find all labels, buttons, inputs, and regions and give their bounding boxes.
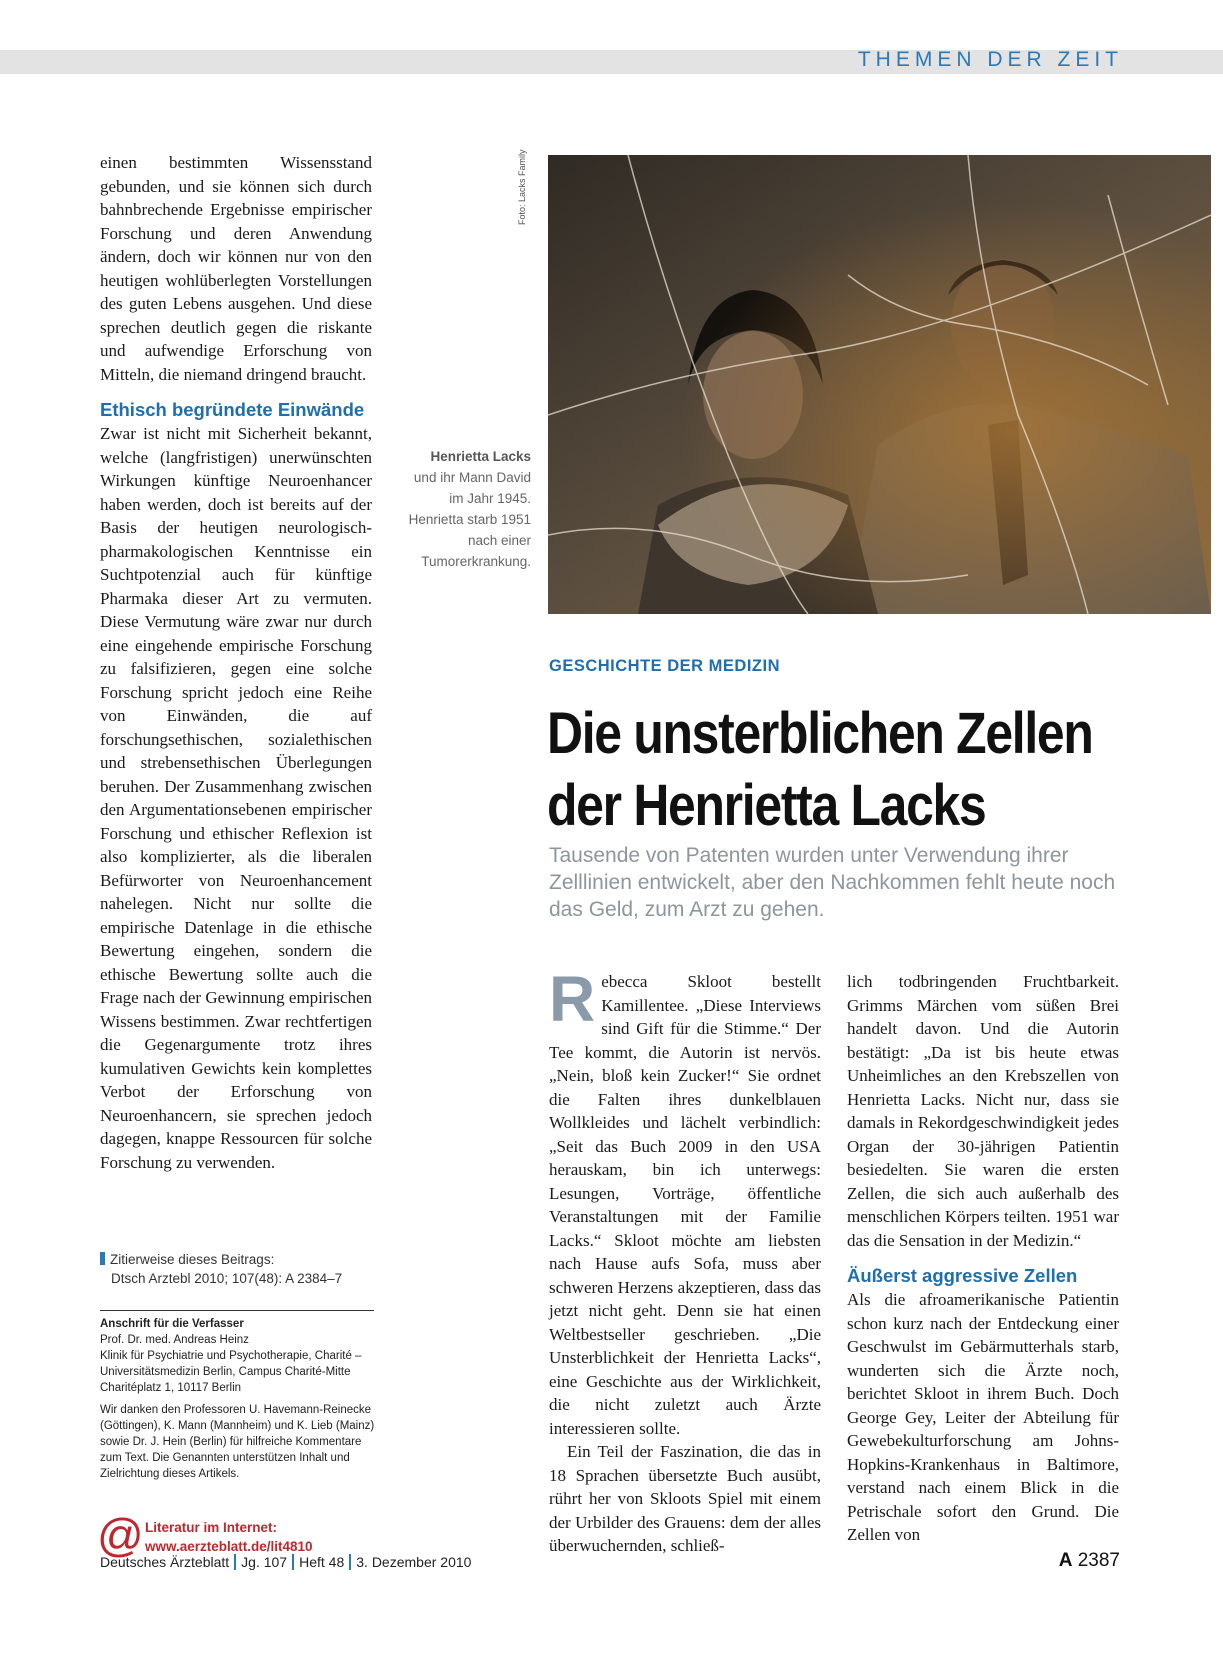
at-sign-icon: @	[97, 1509, 144, 1561]
headline-line-2: der Henrietta Lacks	[547, 773, 986, 838]
caption-name: Henrietta Lacks	[430, 449, 531, 464]
historical-photo	[548, 155, 1211, 614]
left-column	[100, 151, 372, 1174]
left-paragraph-1: einen bestimmten Wissensstand gebunden, und sie können sich durch bahnbrechende Ergebnisse empirischer Forschung und deren Anwendung ändern, doch wir können nur von den heutigen wohlüberlegten Vorstellungen des guten Lebens ausgehen. Und diese sprechen deutlich gegen die riskante und aufwendige Erforschung von Mitteln, die niemand dringend braucht.	[100, 153, 372, 384]
citation-block	[100, 1250, 370, 1288]
caption-text: und ihr Mann David im Jahr 1945. Henrietta starb 1951 nach einer Tumorerkrankung.	[408, 470, 531, 569]
journal-issue: Heft 48	[299, 1554, 345, 1570]
address-heading: Anschrift für die Verfasser	[100, 1318, 244, 1330]
acknowledgements: Wir danken den Professoren U. Havemann-Reinecke (Göttingen), K. Mann (Mannheim) und K. Lieb (Mainz) sowie Dr. J. Hein (Berlin) für hilfreiche Kommentare zum Text. Die Genannten unterstützen Inhalt und Zielrichtung dieses Artikels.	[100, 1404, 375, 1480]
article-paragraph-1: Rebecca Skloot bestellt Kamillentee. „Diese Interviews sind Gift für die Stimme.“ Der Tee kommt, die Autorin ist nervös. „Nein, bloß kein Zucker!“ Sie ordnet die Falten ihres dunkelblauen Wollkleides und lächelt verbindlich: „Seit das Buch 2009 in den USA herauskam, bin ich unterwegs: Lesungen, Vorträge, öffentliche Veranstaltungen mit der Familie Lacks.“ Skloot möchte am liebsten nach Hause aufs Sofa, muss aber schweren Herzens akzeptieren, dass das jetzt nicht geht. Denn sie hat einen Weltbestseller geschrieben. „Die Unsterblichkeit der Henrietta Lacks“, eine Geschichte aus der Wirklichkeit, die nicht zuletzt auch Ärzte interessieren sollte.	[549, 963, 821, 1438]
article-paragraph-3: lich todbringenden Fruchtbarkeit. Grimms Märchen vom süßen Brei handelt davon. Und die Autorin bestätigt: „Da ist bis heute etwas Unheimliches an den Krebszellen von Henrietta Lacks. Nicht nur, dass sie damals in Rekordgeschwindigkeit jedes Organ der 30-jährigen Patientin besiedelten. Sie waren die ersten Zellen, die sich auch außerhalb des menschlichen Körpers teilten. 1951 war das die Sensation in der Medizin.“	[847, 972, 1119, 1250]
drop-cap: R	[549, 963, 596, 1035]
footer-separator	[349, 1554, 351, 1570]
literature-label: Literatur im Internet:	[145, 1520, 278, 1535]
address-divider	[100, 1310, 374, 1311]
citation-label: Zitierweise dieses Beitrags:	[110, 1252, 275, 1267]
photo-caption	[405, 446, 531, 572]
page-number: A 2387	[1058, 1550, 1120, 1571]
address-lines: Prof. Dr. med. Andreas Heinz Klinik für Psychiatrie und Psychotherapie, Charité – Universitätsmedizin Berlin, Campus Charité-Mitte Charitéplatz 1, 10117 Berlin	[100, 1334, 362, 1394]
left-paragraph-2: Zwar ist nicht mit Sicherheit bekannt, welche (langfristigen) unerwünschten Wirkungen künftige Neuroenhancer haben werden, doch ist bereits auf der Basis der heutigen neurologisch-pharmakologischen Kenntnisse ein Suchtpotenzial auch für künftige Pharmaka dieser Art zu vermuten. Diese Vermutung wäre zwar nur durch eine eingehende empirische Forschung zu falsifizieren, gegen eine solche Forschung spricht jedoch eine Reihe von Einwänden, die auf forschungsethischen, sozialethischen und strebensethischen Überlegungen beruhen. Der Zusammenhang zwischen den Argumentationsebenen empirischer Forschung und ethischer Reflexion ist also komplizierter, als die liberalen Befürworter von Neuroenhancement nahelegen. Nicht nur sollte die empirische Datenlage in die ethische Bewertung eingehen, sondern die ethische Bewertung sollte auch die Frage nach der Gewinnung empirischen Wissens bestimmen. Zwar rechtfertigen die Gegenargumente trotz ihres kumulativen Gewichts kein komplettes Verbot der Erforschung von Neuroenhancern, sie sprechen jedoch dagegen, knappe Ressourcen für solche Forschung zu verwenden.	[100, 424, 372, 1172]
journal-name: Deutsches Ärzteblatt	[100, 1554, 230, 1570]
footer-separator	[234, 1554, 236, 1570]
page-footer	[100, 1554, 471, 1570]
article-kicker: GESCHICHTE DER MEDIZIN	[549, 657, 781, 675]
citation-marker	[100, 1252, 105, 1265]
literature-url[interactable]: www.aerzteblatt.de/lit4810	[145, 1539, 313, 1554]
author-address	[100, 1316, 375, 1488]
photo-credit: Foto: Lacks Family	[517, 149, 527, 225]
footer-separator	[292, 1554, 294, 1570]
article-subhead: Äußerst aggressive Zellen	[847, 1265, 1078, 1286]
section-label: THEMEN DER ZEIT	[857, 48, 1123, 71]
article-column-2	[847, 970, 1119, 1547]
headline-line-1: Die unsterblichen Zellen	[547, 701, 1093, 766]
citation-reference: Dtsch Arztebl 2010; 107(48): A 2384–7	[111, 1271, 343, 1286]
article-headline	[547, 698, 1093, 842]
article-dek: Tausende von Patenten wurden unter Verwendung ihrer Zelllinien entwickelt, aber den Nachkommen fehlt heute noch das Geld, zum Arzt zu gehen.	[549, 844, 1116, 921]
article-paragraph-4: Als die afroamerikanische Patientin schon kurz nach der Entdeckung einer Geschwulst im Gebärmutterhals starb, wunderten sich die Ärzte noch, berichtet Skloot in ihrem Buch. Doch George Gey, Leiter der Abteilung für Gewebekulturforschung am Johns-Hopkins-Krankenhaus in Baltimore, verstand nach einem Blick in die Petrischale sofort den Grund. Die Zellen von	[847, 1290, 1119, 1544]
article-paragraph-2: Ein Teil der Faszination, die das in 18 Sprachen übersetzte Buch ausübt, rührt her von Skloots Spiel mit einem der Urbilder des Grauens: dem der alles überwuchernden, schließ-	[549, 1442, 821, 1555]
journal-volume: Jg. 107	[241, 1554, 288, 1570]
photo-illustration	[548, 155, 1211, 614]
journal-date: 3. Dezember 2010	[356, 1554, 472, 1570]
article-column-1	[549, 963, 821, 1558]
left-subhead: Ethisch begründete Einwände	[100, 399, 365, 420]
literature-link-block[interactable]	[97, 1509, 377, 1561]
